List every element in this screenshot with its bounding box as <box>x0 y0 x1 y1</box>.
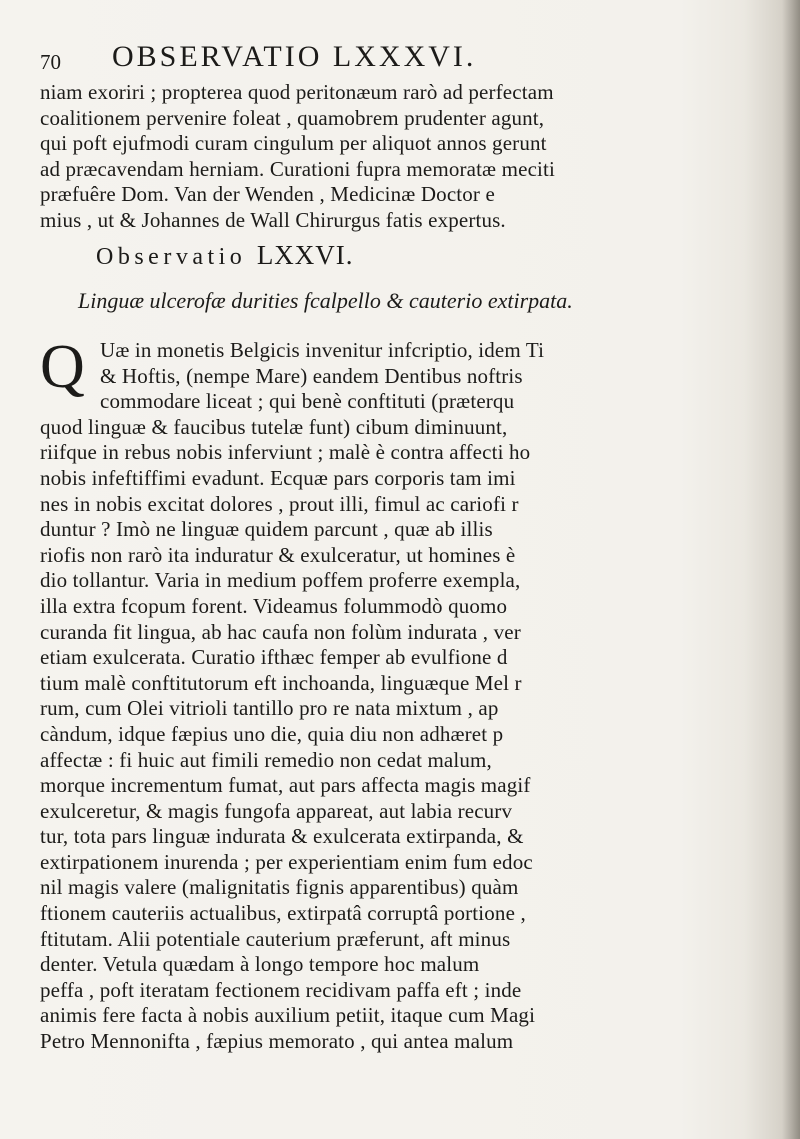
text-line: nes in nobis excitat dolores , prout illi, fimul ac cariofi r <box>40 491 519 516</box>
text-line: morque incrementum fumat, aut pars affecta magis magif <box>40 773 531 798</box>
drop-cap: Q <box>40 333 85 401</box>
section-heading-word: Observatio <box>96 244 247 270</box>
section-subtitle: Linguæ ulcerofæ durities fcalpello & cauterio extirpata. <box>78 288 573 313</box>
text-line: nobis infeftiffimi evadunt. Ecquæ pars corporis tam imi <box>40 465 516 490</box>
page-header <box>40 36 780 76</box>
text-line: illa extra fcopum forent. Videamus folummodò quomo <box>40 593 508 618</box>
page-number: 70 <box>40 50 61 74</box>
text-line: tium malè conftitutorum eft inchoanda, linguæque Mel r <box>40 670 522 695</box>
text-line: peffa , poft iteratam fectionem recidivam paffa eft ; inde <box>40 977 522 1002</box>
text-line: duntur ? Imò ne linguæ quidem parcunt , quæ ab illis <box>40 517 493 542</box>
text-line: denter. Vetula quædam à longo tempore hoc malum <box>40 952 480 977</box>
text-line: Petro Mennonifta , fæpius memorato , qui antea malum <box>40 1029 514 1054</box>
text-line: exulceretur, & magis fungofa appareat, aut labia recurv <box>40 798 513 823</box>
section-body <box>40 333 780 1055</box>
text-line: curanda fit lingua, ab hac caufa non folùm indurata , ver <box>40 619 521 644</box>
text-line: mius , ut & Johannes de Wall Chirurgus fatis expertus. <box>40 207 506 232</box>
text-line: càndum, idque fæpius uno die, quia diu non adhæret p <box>40 721 504 746</box>
text-line: ftionem cauteriis actualibus, extirpatâ corruptâ portione , <box>40 901 526 926</box>
page-gutter-shadow <box>782 0 800 1139</box>
text-line: rum, cum Olei vitrioli tantillo pro re nata mixtum , ap <box>40 696 499 721</box>
text-line: præfuêre Dom. Van der Wenden , Medicinæ Doctor e <box>40 182 495 207</box>
text-line: & Hoftis, (nempe Mare) eandem Dentibus noftris <box>100 363 523 388</box>
text-line: qui poft ejufmodi curam cingulum per aliquot annos gerunt <box>40 131 547 156</box>
text-line: extirpationem inurenda ; per experientiam enim fum edoc <box>40 849 533 874</box>
text-line: nil magis valere (malignitatis fignis apparentibus) quàm <box>40 875 519 900</box>
section-heading-number: LXXVI. <box>256 240 354 270</box>
text-line: ftitutam. Alii potentiale cauterium præferunt, aft minus <box>40 926 511 951</box>
text-line: coalitionem pervenire foleat , quamobrem prudenter agunt, <box>40 105 545 130</box>
text-line: riifque in rebus nobis inferviunt ; malè è contra affecti ho <box>40 440 531 465</box>
text-line: quod linguæ & faucibus tutelæ funt) cibum diminuunt, <box>40 414 508 439</box>
text-line: riofis non rarò ita induratur & exulceratur, ut homines è <box>40 542 516 567</box>
text-line: animis fere facta à nobis auxilium petiit, itaque cum Magi <box>40 1003 536 1028</box>
text-line: affectæ : fi huic aut fimili remedio non cedat malum, <box>40 747 492 772</box>
text-line: niam exoriri ; propterea quod peritonæum rarò ad perfectam <box>40 80 554 104</box>
text-line: Uæ in monetis Belgicis invenitur infcriptio, idem Ti <box>100 338 545 362</box>
text-line: commodare liceat ; qui benè conftituti (præterqu <box>100 389 515 414</box>
text-line: tur, tota pars linguæ indurata & exulcerata extirpanda, & <box>40 824 524 849</box>
text-line: dio tollantur. Varia in medium poffem proferre exempla, <box>40 568 521 593</box>
text-line: etiam exulcerata. Curatio ifthæc femper ab evulfione d <box>40 645 508 670</box>
running-title: OBSERVATIO LXXXVI. <box>112 40 477 73</box>
continued-text <box>40 80 780 234</box>
section-heading <box>96 240 354 271</box>
text-line: ad præcavendam herniam. Curationi fupra memoratæ meciti <box>40 156 555 181</box>
